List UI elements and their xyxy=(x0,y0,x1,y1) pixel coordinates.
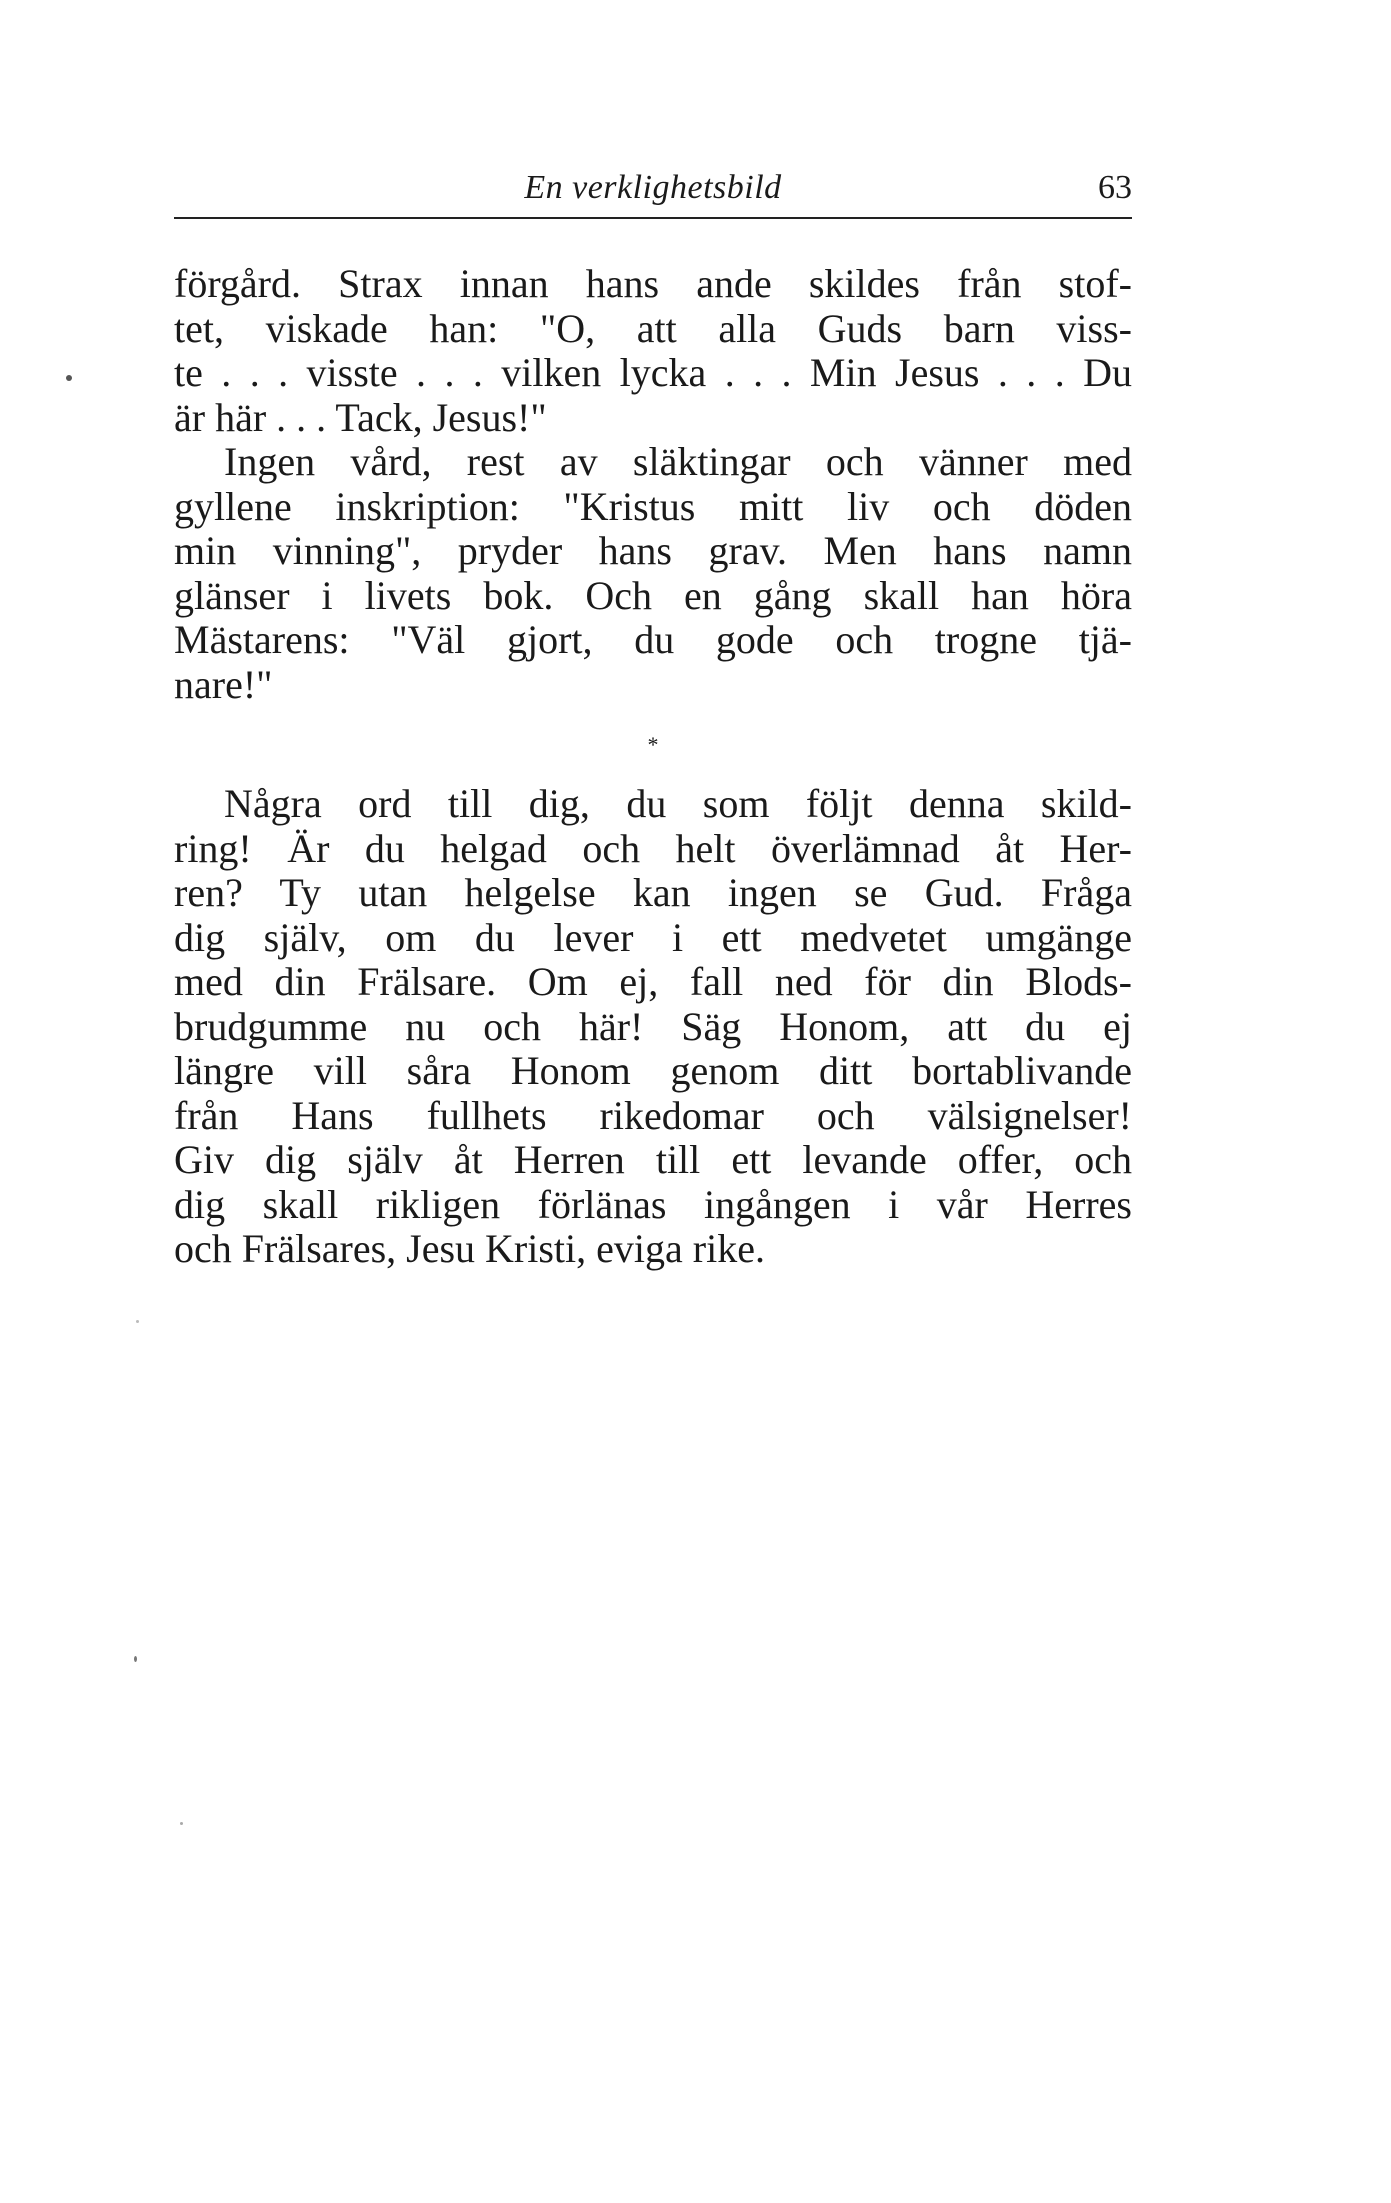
scan-speck xyxy=(136,1320,139,1323)
text-line: från Hans fullhets rikedomar och välsignelser! xyxy=(174,1092,1132,1138)
body-text xyxy=(174,262,1132,1272)
section-separator: * xyxy=(647,732,659,757)
paragraph xyxy=(174,782,1132,1272)
text-line: Mästarens: "Väl gjort, du gode och trogne tjä- xyxy=(174,617,1132,662)
text-line: förgård. Strax innan hans ande skildes från stof- xyxy=(174,261,1132,306)
text-line: längre vill såra Honom genom ditt bortablivande xyxy=(174,1048,1132,1093)
text-line: med din Frälsare. Om ej, fall ned för din Blods- xyxy=(174,959,1132,1004)
text-line: glänser i livets bok. Och en gång skall han höra xyxy=(174,572,1132,618)
text-line: är här . . . Tack, Jesus!" xyxy=(174,394,547,440)
text-line: Ingen vård, rest av släktingar och vänner med xyxy=(224,439,1132,484)
text-line: min vinning", pryder hans grav. Men hans namn xyxy=(174,528,1132,573)
header-rule xyxy=(174,217,1132,219)
text-line: gyllene inskription: "Kristus mitt liv och döden xyxy=(174,483,1132,529)
running-title: En verklighetsbild xyxy=(524,169,782,206)
text-line: och Frälsares, Jesu Kristi, eviga rike. xyxy=(174,1226,765,1271)
paragraph xyxy=(174,440,1132,707)
text-line: Några ord till dig, du som följt denna skild- xyxy=(224,781,1132,826)
text-line: te . . . visste . . . vilken lycka . . . Min Jesus . . . Du xyxy=(174,350,1132,395)
text-line: dig skall rikligen förlänas ingången i vår Herres xyxy=(174,1181,1132,1227)
text-line: tet, viskade han: "O, att alla Guds barn viss- xyxy=(174,305,1132,351)
scan-speck xyxy=(180,1822,183,1825)
text-line: ren? Ty utan helgelse kan ingen se Gud. Fråga xyxy=(174,870,1132,915)
scan-speck xyxy=(66,375,72,381)
text-line: brudgumme nu och här! Säg Honom, att du ej xyxy=(174,1003,1132,1049)
text-line: nare!" xyxy=(174,661,273,707)
text-line: ring! Är du helgad och helt överlämnad åt Her- xyxy=(174,825,1132,871)
text-line: Giv dig själv åt Herren till ett levande offer, och xyxy=(174,1137,1132,1182)
scan-speck xyxy=(134,1656,137,1662)
running-head xyxy=(174,162,1132,214)
paragraph xyxy=(174,262,1132,440)
text-line: dig själv, om du lever i ett medvetet umgänge xyxy=(174,914,1132,960)
page-number: 63 xyxy=(1098,169,1132,206)
